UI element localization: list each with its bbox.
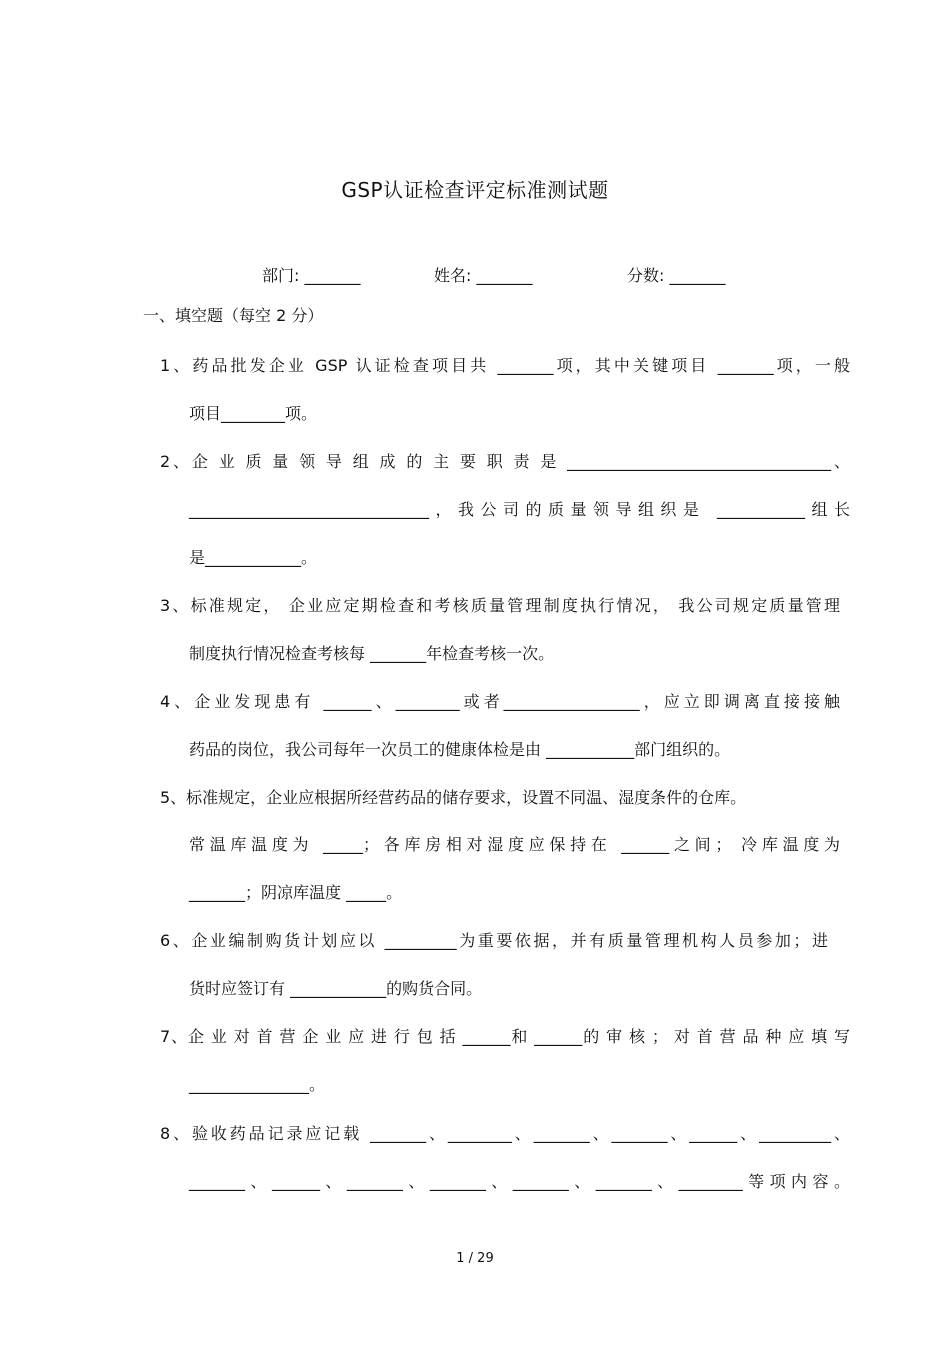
document-title: GSP认证检查评定标准测试题 <box>341 178 609 202</box>
question-7-line-1: 7、企 业 对 首 营 企 业 应 进 行 包 括 ______和 ______的 审 核 ； 对 首 营 品 种 应 填 写 <box>160 1027 850 1046</box>
page-number: 1 / 29 <box>456 1251 494 1266</box>
question-5-line-3: _______；阴凉库温度 _____。 <box>189 883 403 902</box>
question-6-line-1: 6、企业编制购货计划应以 _________为重要依据，并有质量管理机构人员参加；进 <box>160 931 828 950</box>
question-2-line-1: 2、企 业 质 量 领 导 组 成 的 主 要 职 责 是 _________________________________、 <box>160 452 850 471</box>
question-8-line-1: 8、验收药品记录应记载 _______、________、_______、_______、______、_________、 <box>160 1124 850 1143</box>
question-4-line-1: 4、企业发现患有 ______、________或者_________________，应立即调离直接接触 <box>160 692 840 711</box>
question-5-line-1: 5、标准规定，企业应根据所经营药品的储存要求，设置不同温、湿度条件的仓库。 <box>160 788 747 807</box>
question-1-line-2: 项目________项。 <box>189 404 318 423</box>
name-field: 姓名: _______ <box>434 266 533 285</box>
question-4-line-2: 药品的岗位，我公司每年一次员工的健康体检是由 ___________部门组织的。 <box>189 740 731 759</box>
question-5-line-2: 常温库温度为 _____；各库房相对湿度应保持在 ______之间； 冷库温度为 <box>189 835 840 854</box>
question-2-line-2: ______________________________，我公司的质量领导组织是 ___________组长 <box>189 500 850 519</box>
question-1-line-1: 1、药品批发企业 GSP 认证检查项目共 _______项，其中关键项目 _______项，一般 <box>160 356 850 375</box>
department-field: 部门: _______ <box>262 266 361 285</box>
score-field: 分数: _______ <box>627 266 726 285</box>
section-heading: 一、填空题（每空 2 分） <box>143 306 324 325</box>
question-7-line-2: _______________。 <box>189 1075 326 1094</box>
question-3-line-2: 制度执行情况检查考核每 _______年检查考核一次。 <box>189 644 555 663</box>
question-3-line-1: 3、标准规定， 企业应定期检查和考核质量管理制度执行情况， 我公司规定质量管理 <box>160 596 840 615</box>
question-6-line-2: 货时应签订有 ____________的购货合同。 <box>189 979 483 998</box>
question-2-line-3: 是____________。 <box>189 548 318 567</box>
question-8-line-2: _______、______、_______、_______、_______、_______、________等项内容。 <box>189 1172 850 1191</box>
